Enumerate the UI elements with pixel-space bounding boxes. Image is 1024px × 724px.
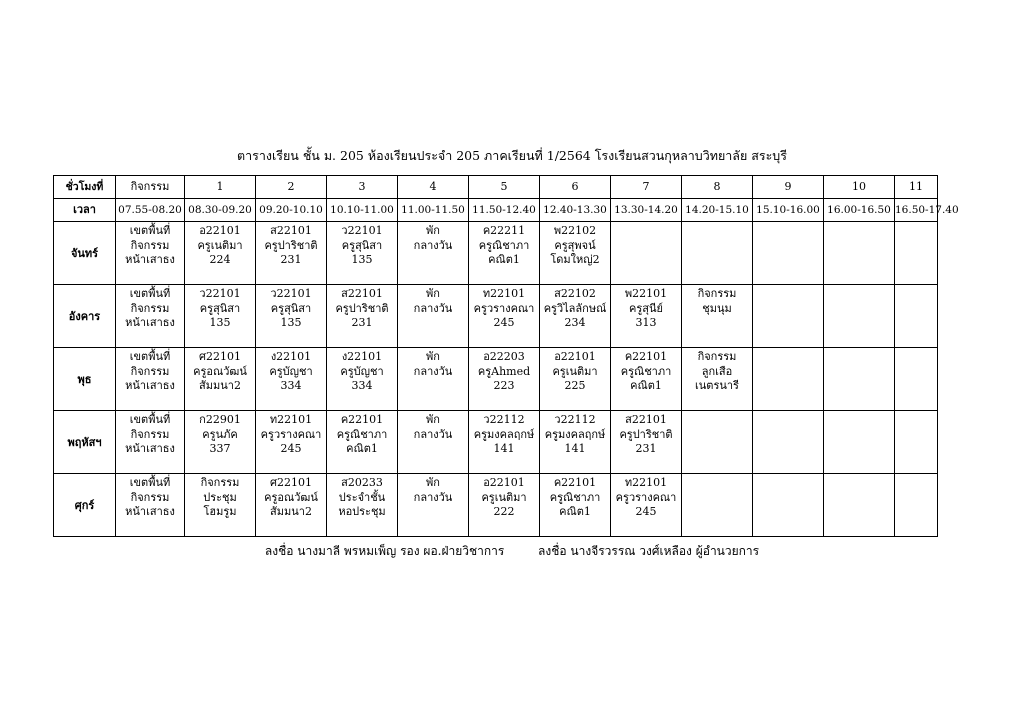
cell-line: 231 (280, 253, 302, 266)
page-title: ตารางเรียน ชั้น ม. 205 ห้องเรียนประจำ 205 ภาคเรียนที่ 1/2564 โรงเรียนสวนกุหลาบวิทยาลัย สระบุรี (237, 148, 787, 163)
cell-line: 245 (493, 316, 515, 329)
cell-line: ครูปาริชาติ (619, 427, 673, 441)
schedule-cell (540, 411, 611, 474)
cell-line: ค22101 (340, 413, 384, 426)
time-slot-4: 11.00-11.50 (398, 199, 469, 222)
schedule-cell (469, 474, 540, 537)
day-name: จันทร์ (54, 222, 116, 285)
cell-line: คณิต1 (559, 505, 591, 518)
cell-line: ครูมงคลฤกษ์ (544, 427, 606, 441)
cell-line: 223 (493, 379, 515, 392)
period-header-10: 10 (824, 176, 895, 199)
empty-schedule-cell (753, 348, 824, 411)
empty-schedule-cell (753, 411, 824, 474)
cell-line: กิจกรรม (697, 350, 737, 363)
cell-line: ว22101 (341, 224, 383, 237)
cell-line: ประชุม (203, 490, 237, 504)
schedule-cell (469, 285, 540, 348)
cell-line: ก22901 (199, 413, 241, 426)
empty-schedule-cell (824, 285, 895, 348)
cell-line: 334 (280, 379, 302, 392)
day-row (54, 474, 938, 537)
empty-schedule-cell (895, 222, 938, 285)
cell-line: ท22101 (624, 476, 668, 489)
time-slot-3: 10.10-11.00 (327, 199, 398, 222)
cell-line: 141 (564, 442, 586, 455)
signature-deputy-director: ลงชื่อ นางมาลี พรหมเพ็ญ รอง ผอ.ฝ่ายวิชาการ (264, 544, 505, 558)
schedule-cell (185, 285, 256, 348)
cell-line: ส22101 (341, 287, 383, 300)
cell-line: 222 (493, 505, 515, 518)
time-slot-1: 08.30-09.20 (185, 199, 256, 222)
cell-line: พ22101 (624, 287, 668, 300)
empty-schedule-cell (824, 222, 895, 285)
cell-line: อ22203 (483, 350, 525, 363)
cell-line: ค22211 (482, 224, 526, 237)
cell-line: พัก (426, 224, 440, 237)
cell-line: ครูสุพจน์ (554, 238, 596, 252)
cell-line: ท22101 (482, 287, 526, 300)
cell-line: ส22102 (554, 287, 596, 300)
cell-line: ครูณิชาภา (478, 238, 530, 252)
cell-line: ชุมนุม (702, 301, 732, 315)
cell-line: 313 (635, 316, 657, 329)
cell-line: กิจกรรม (130, 364, 170, 378)
cell-line: ครูเนติมา (481, 490, 527, 504)
cell-line: ครูวรางคณา (260, 427, 322, 441)
time-row (54, 199, 938, 222)
schedule-cell (398, 474, 469, 537)
empty-schedule-cell (895, 411, 938, 474)
cell-line: ครูมงคลฤกษ์ (473, 427, 535, 441)
empty-schedule-cell (895, 348, 938, 411)
cell-line: 231 (351, 316, 373, 329)
cell-line: โฮมรูม (203, 505, 237, 518)
schedule-cell (256, 474, 327, 537)
cell-line: ครูนภัค (202, 427, 238, 441)
time-slot-6: 12.40-13.30 (540, 199, 611, 222)
schedule-cell (398, 222, 469, 285)
cell-line: ว22101 (199, 287, 241, 300)
activity-time: 07.55-08.20 (116, 199, 185, 222)
cell-line: กิจกรรม (130, 238, 170, 252)
cell-line: ครูปาริชาติ (264, 238, 318, 252)
cell-line: ครูวรางคณา (473, 301, 535, 315)
cell-line: 245 (635, 505, 657, 518)
time-slot-7: 13.30-14.20 (611, 199, 682, 222)
cell-line: คณิต1 (630, 379, 662, 392)
cell-line: ว22101 (270, 287, 312, 300)
schedule-cell (682, 348, 753, 411)
day-name: ศุกร์ (54, 474, 116, 537)
cell-line: กิจกรรม (200, 476, 240, 489)
cell-line: ศ22101 (270, 476, 312, 489)
cell-line: ค22101 (624, 350, 668, 363)
cell-line: อ22101 (199, 224, 241, 237)
cell-line: ครูสุนิสา (270, 301, 312, 315)
period-corner-label: ชั่วโมงที่ (54, 176, 116, 199)
cell-line: 225 (564, 379, 586, 392)
cell-line: คณิต1 (346, 442, 378, 455)
cell-line: 234 (564, 316, 586, 329)
cell-line: หอประชุม (338, 505, 386, 518)
cell-line: ว22112 (483, 413, 525, 426)
time-slot-10: 16.00-16.50 (824, 199, 895, 222)
cell-line: หน้าเสาธง (125, 442, 175, 455)
period-header-3: 3 (327, 176, 398, 199)
empty-schedule-cell (824, 474, 895, 537)
cell-line: กลางวัน (413, 301, 453, 315)
schedule-cell (327, 348, 398, 411)
schedule-cell (185, 348, 256, 411)
period-header-9: 9 (753, 176, 824, 199)
cell-line: ครูบัญชา (340, 364, 384, 378)
cell-line: ครูวรางคณา (615, 490, 677, 504)
cell-line: ท22101 (269, 413, 313, 426)
cell-line: 337 (209, 442, 231, 455)
cell-line: ศ22101 (199, 350, 241, 363)
morning-activity-cell (116, 222, 185, 285)
empty-schedule-cell (824, 411, 895, 474)
day-name: พุธ (54, 348, 116, 411)
schedule-cell (682, 285, 753, 348)
cell-line: กลางวัน (413, 427, 453, 441)
cell-line: ครูวิไลลักษณ์ (543, 301, 607, 315)
period-header-4: 4 (398, 176, 469, 199)
cell-line: สัมมนา2 (199, 379, 241, 392)
cell-line: ครูสุนิสา (199, 301, 241, 315)
period-header-6: 6 (540, 176, 611, 199)
period-header-5: 5 (469, 176, 540, 199)
cell-line: ครูสุนีย์ (629, 301, 663, 315)
cell-line: กิจกรรม (697, 287, 737, 300)
cell-line: 334 (351, 379, 373, 392)
schedule-cell (327, 411, 398, 474)
cell-line: ว22112 (554, 413, 596, 426)
empty-schedule-cell (682, 222, 753, 285)
morning-activity-cell (116, 285, 185, 348)
cell-line: ครูอณวัฒน์ (264, 490, 318, 504)
schedule-cell (185, 411, 256, 474)
period-header-7: 7 (611, 176, 682, 199)
period-header-row (54, 176, 938, 199)
cell-line: ครูสุนิสา (341, 238, 383, 252)
cell-line: กิจกรรม (130, 301, 170, 315)
cell-line: ครูบัญชา (269, 364, 313, 378)
time-slot-2: 09.20-10.10 (256, 199, 327, 222)
cell-line: 231 (635, 442, 657, 455)
morning-activity-cell (116, 411, 185, 474)
empty-schedule-cell (753, 222, 824, 285)
day-row (54, 411, 938, 474)
time-slot-8: 14.20-15.10 (682, 199, 753, 222)
period-header-1: 1 (185, 176, 256, 199)
signature-line (0, 542, 1024, 561)
cell-line: ครูณิชาภา (549, 490, 601, 504)
cell-line: ครูเนติมา (197, 238, 243, 252)
empty-schedule-cell (753, 474, 824, 537)
day-name: พฤหัสฯ (54, 411, 116, 474)
cell-line: ครูปาริชาติ (335, 301, 389, 315)
cell-line: เนตรนารี (695, 379, 739, 392)
time-slot-5: 11.50-12.40 (469, 199, 540, 222)
schedule-cell (327, 222, 398, 285)
cell-line: สัมมนา2 (270, 505, 312, 518)
schedule-cell (327, 285, 398, 348)
cell-line: หน้าเสาธง (125, 505, 175, 518)
empty-schedule-cell (682, 411, 753, 474)
schedule-cell (540, 348, 611, 411)
cell-line: หน้าเสาธง (125, 253, 175, 266)
empty-schedule-cell (895, 474, 938, 537)
schedule-cell (398, 285, 469, 348)
cell-line: ครูอณวัฒน์ (193, 364, 247, 378)
cell-line: อ22101 (483, 476, 525, 489)
period-header-11: 11 (895, 176, 938, 199)
schedule-cell (469, 348, 540, 411)
day-name: อังคาร (54, 285, 116, 348)
cell-line: คณิต1 (488, 253, 520, 266)
cell-line: กิจกรรม (130, 427, 170, 441)
cell-line: เขตพื้นที่ (129, 476, 171, 489)
cell-line: ส20233 (341, 476, 383, 489)
cell-line: 135 (209, 316, 231, 329)
cell-line: ครูณิชาภา (620, 364, 672, 378)
schedule-cell (611, 411, 682, 474)
day-row (54, 348, 938, 411)
schedule-cell (185, 222, 256, 285)
period-header-2: 2 (256, 176, 327, 199)
cell-line: ส22101 (625, 413, 667, 426)
time-slot-11: 16.50-17.40 (895, 199, 938, 222)
cell-line: พ22102 (553, 224, 597, 237)
cell-line: ง22101 (270, 350, 312, 363)
schedule-cell (540, 222, 611, 285)
cell-line: ครูAhmed (477, 364, 531, 378)
schedule-cell (611, 348, 682, 411)
cell-line: กลางวัน (413, 490, 453, 504)
empty-schedule-cell (895, 285, 938, 348)
cell-line: เขตพื้นที่ (129, 350, 171, 363)
signature-director: ลงชื่อ นางจีรวรรณ วงศ์เหลือง ผู้อำนวยการ (538, 544, 760, 558)
cell-line: เขตพื้นที่ (129, 224, 171, 237)
schedule-cell (327, 474, 398, 537)
cell-line: เขตพื้นที่ (129, 287, 171, 300)
schedule-cell (540, 474, 611, 537)
cell-line: กลางวัน (413, 364, 453, 378)
cell-line: โดมใหญ่2 (550, 253, 600, 266)
cell-line: กลางวัน (413, 238, 453, 252)
cell-line: ส22101 (270, 224, 312, 237)
empty-schedule-cell (611, 222, 682, 285)
cell-line: หน้าเสาธง (125, 316, 175, 329)
cell-line: หน้าเสาธง (125, 379, 175, 392)
day-row (54, 222, 938, 285)
cell-line: 224 (209, 253, 231, 266)
schedule-cell (611, 474, 682, 537)
time-slot-9: 15.10-16.00 (753, 199, 824, 222)
cell-line: 245 (280, 442, 302, 455)
schedule-cell (469, 411, 540, 474)
period-header-8: 8 (682, 176, 753, 199)
cell-line: ครูเนติมา (552, 364, 598, 378)
schedule-cell (398, 411, 469, 474)
cell-line: 135 (351, 253, 373, 266)
morning-activity-cell (116, 348, 185, 411)
cell-line: อ22101 (554, 350, 596, 363)
morning-activity-cell (116, 474, 185, 537)
cell-line: 141 (493, 442, 515, 455)
activity-column-header: กิจกรรม (116, 176, 185, 199)
cell-line: พัก (426, 413, 440, 426)
schedule-cell (256, 222, 327, 285)
schedule-cell (256, 348, 327, 411)
schedule-cell (611, 285, 682, 348)
cell-line: 135 (280, 316, 302, 329)
cell-line: ลูกเสือ (701, 364, 733, 378)
time-row-label: เวลา (54, 199, 116, 222)
empty-schedule-cell (753, 285, 824, 348)
schedule-cell (469, 222, 540, 285)
schedule-cell (185, 474, 256, 537)
cell-line: พัก (426, 350, 440, 363)
schedule-cell (540, 285, 611, 348)
empty-schedule-cell (682, 474, 753, 537)
schedule-cell (256, 411, 327, 474)
schedule-cell (256, 285, 327, 348)
cell-line: กิจกรรม (130, 490, 170, 504)
cell-line: เขตพื้นที่ (129, 413, 171, 426)
cell-line: พัก (426, 476, 440, 489)
day-row (54, 285, 938, 348)
cell-line: พัก (426, 287, 440, 300)
cell-line: ค22101 (553, 476, 597, 489)
cell-line: ครูณิชาภา (336, 427, 388, 441)
cell-line: ง22101 (341, 350, 383, 363)
empty-schedule-cell (824, 348, 895, 411)
cell-line: ประจำชั้น (338, 490, 386, 504)
schedule-cell (398, 348, 469, 411)
schedule-table (53, 175, 959, 537)
